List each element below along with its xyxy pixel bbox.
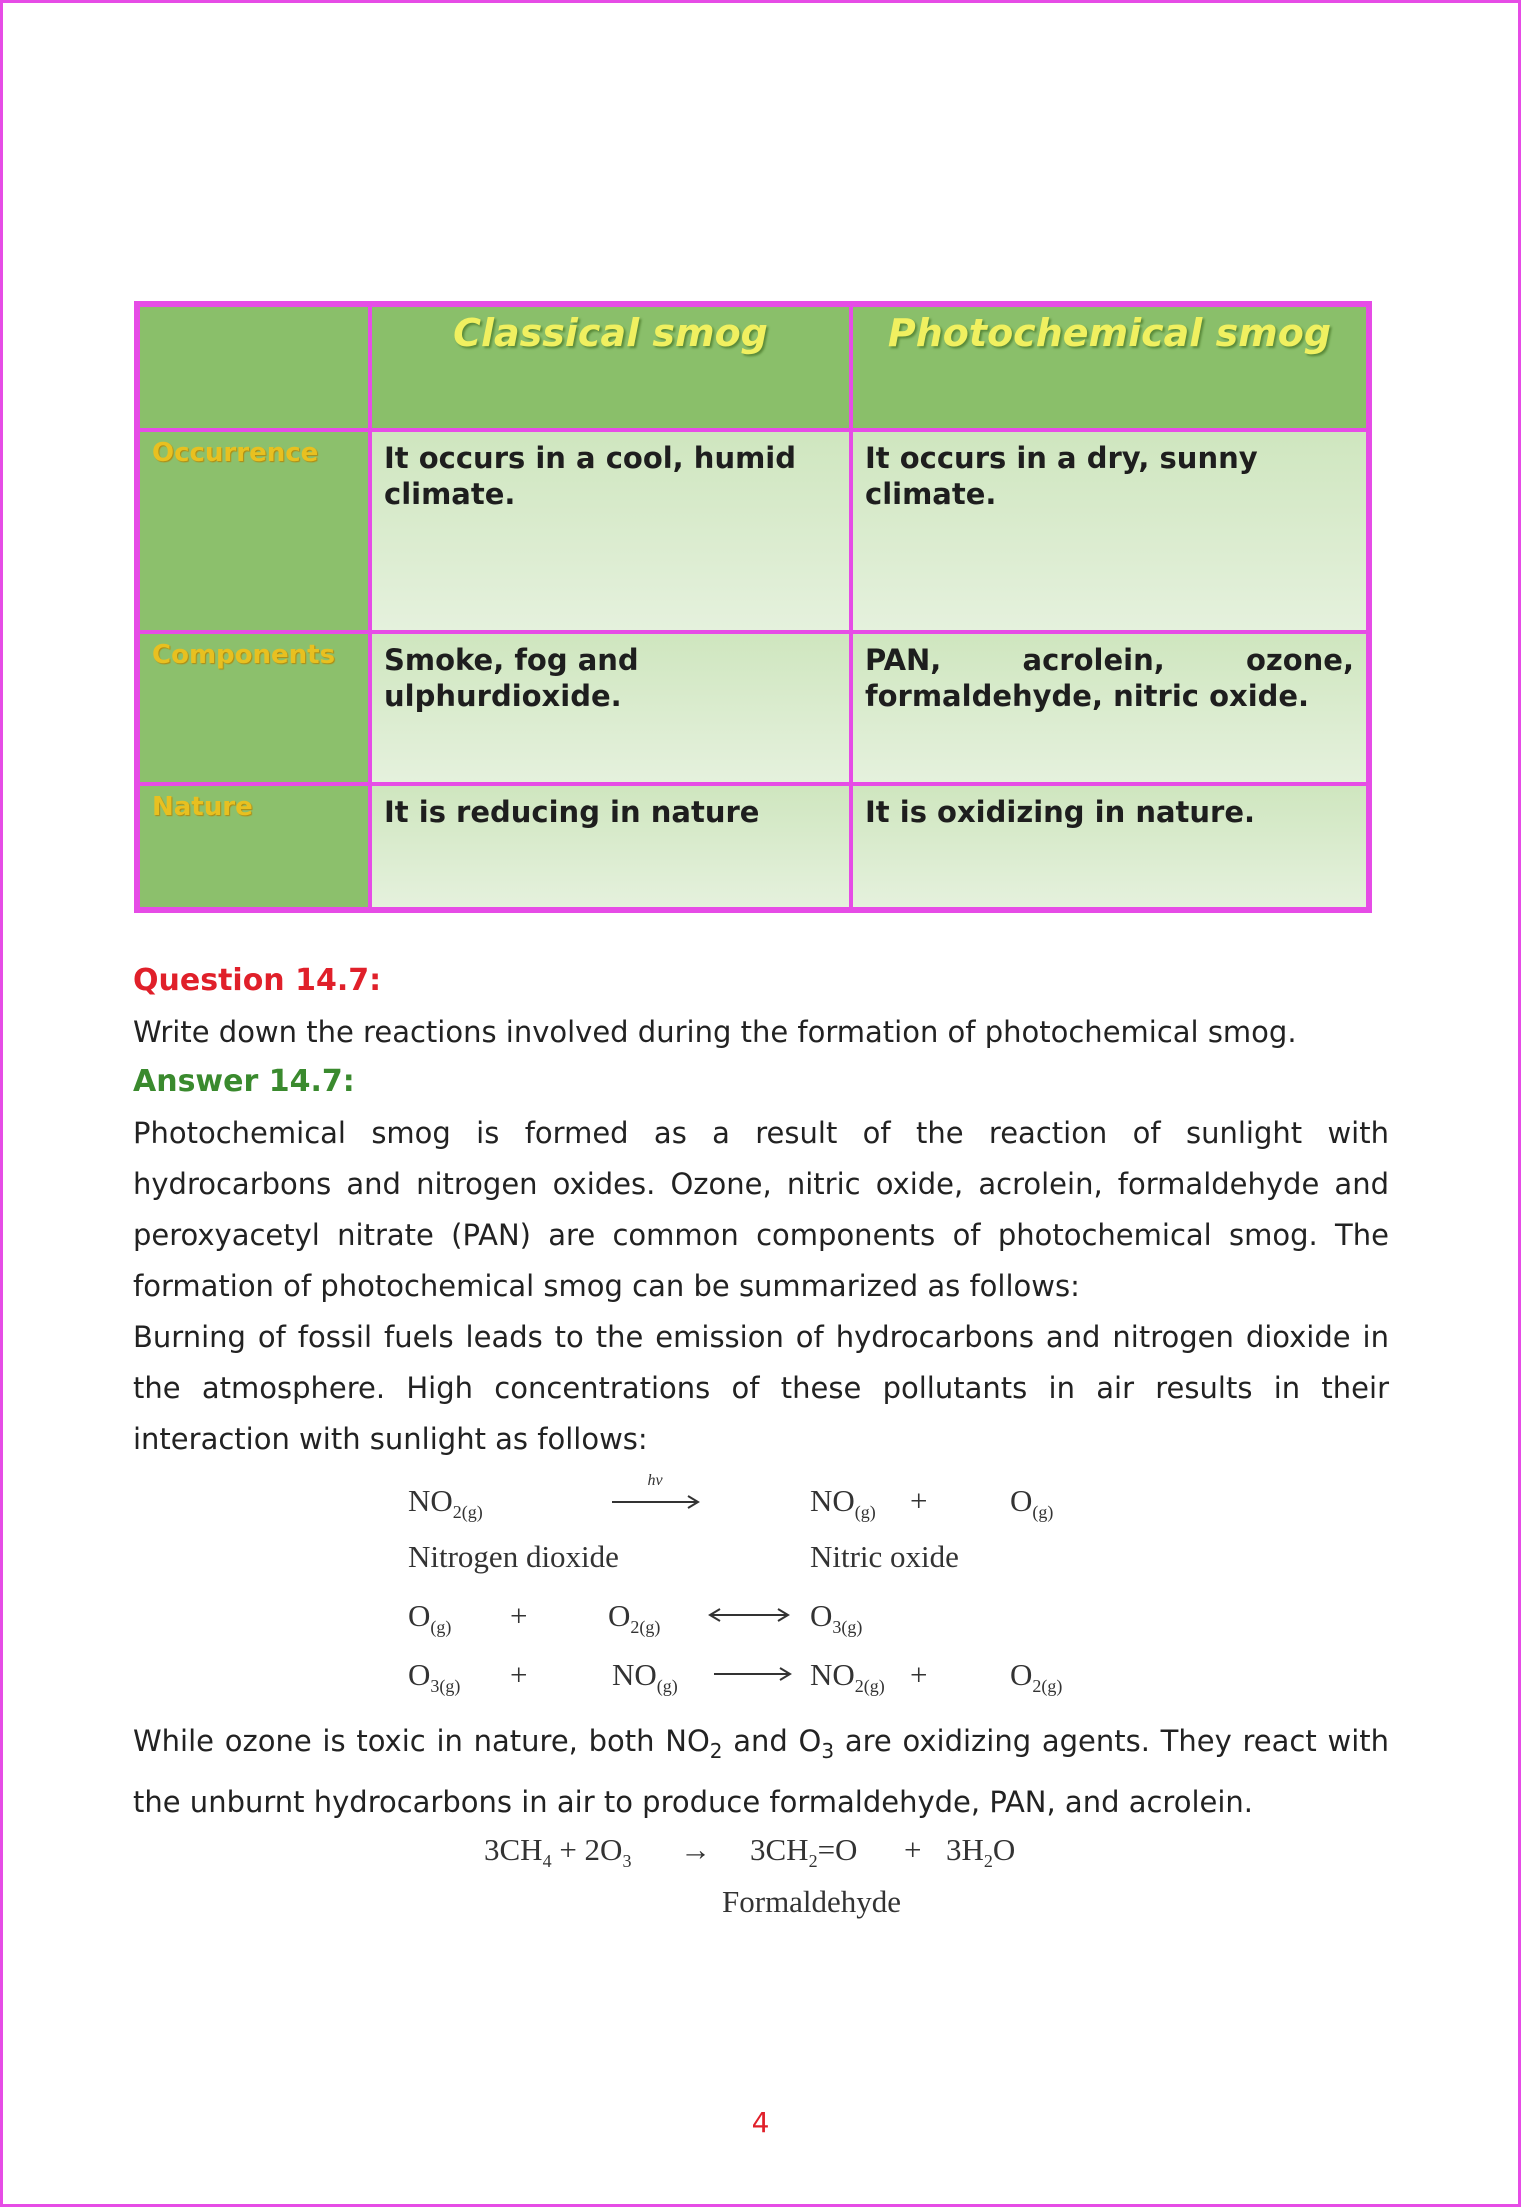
eq-r1-product-1: $NO_{(g)}$ <box>810 1483 876 1523</box>
eq-r2-product: $O_{3(g)}$ <box>810 1598 863 1638</box>
column-header-photochemical: Photochemical smog <box>851 305 1368 430</box>
column-header-classical: Classical smog <box>370 305 851 430</box>
cell-occurrence-photochemical: It occurs in a dry, sunny climate. <box>851 430 1368 632</box>
eq-r3-reactant-1: $O_{3(g)}$ <box>408 1657 461 1697</box>
label-formaldehyde: Formaldehyde <box>722 1884 902 1919</box>
cell-nature-photochemical: It is oxidizing in nature. <box>851 784 1368 909</box>
component-acrolein: acrolein, <box>1022 643 1165 677</box>
eq-r4-product-2: $3H_2O$ <box>946 1832 1016 1872</box>
eq-r3-arrow-icon <box>712 1664 794 1684</box>
label-nitric-oxide: Nitric oxide <box>810 1539 959 1574</box>
eq-r1-reactant: $NO_{2(g)}$ <box>408 1483 483 1523</box>
components-line-2: formaldehyde, nitric oxide. <box>865 679 1310 713</box>
answer-title: Answer 14.7: <box>133 1064 355 1099</box>
eq-r2-reactant-1: $O_{(g)}$ <box>408 1598 452 1638</box>
table-corner-cell <box>138 305 370 430</box>
eq-r4-arrow: → <box>680 1832 711 1867</box>
smog-comparison-table <box>134 301 1372 913</box>
eq-r4-reactants: $3CH_4 + 2O_3$ <box>484 1832 632 1872</box>
eq-r4-product-1: $3CH_2=O$ <box>750 1832 858 1872</box>
eq-r2-plus: + <box>510 1598 528 1633</box>
eq-r1-plus: + <box>910 1483 928 1518</box>
eq-r3-product-2: $O_{2(g)}$ <box>1010 1657 1063 1697</box>
eq-r3-product-1: $NO_{2(g)}$ <box>810 1657 885 1697</box>
eq-r4-plus: + <box>904 1832 922 1867</box>
eq-r1-arrow-icon <box>610 1492 702 1512</box>
eq-r3-plus-2: + <box>910 1657 928 1692</box>
eq-r1-product-2: $O_{(g)}$ <box>1010 1483 1054 1523</box>
answer-paragraph-1: Photochemical smog is formed as a result of the reaction of sunlight with hydrocarbons and nitrogen oxides. Ozone, nitric oxide, acrolein, formaldehyde and peroxyacetyl nitrate (PAN) are common components of photochemical smog. The formation of photochemical smog can be summarized as follows: <box>133 1116 1389 1303</box>
cell-components-photochemical <box>851 632 1368 784</box>
question-title: Question 14.7: <box>133 963 382 998</box>
cell-components-classical: Smoke, fog and ulphurdioxide. <box>370 632 851 784</box>
label-nitrogen-dioxide: Nitrogen dioxide <box>408 1539 619 1574</box>
eq-r1-hv-label: hν <box>647 1472 663 1489</box>
answer-paragraph-3: While ozone is toxic in nature, both $NO_2$ and $O_3$ are oxidizing agents. They react with the unburnt hydrocarbons in air to produce formaldehyde, PAN, and acrolein. <box>133 1724 1390 1819</box>
row-label-occurrence: Occurrence <box>138 430 370 632</box>
eq-r3-reactant-2: $NO_{(g)}$ <box>612 1657 678 1697</box>
eq-r3-plus-1: + <box>510 1657 528 1692</box>
component-pan: PAN, <box>865 643 942 677</box>
row-label-components: Components <box>138 632 370 784</box>
eq-r2-reactant-2: $O_{2(g)}$ <box>608 1598 661 1638</box>
answer-paragraph-2: Burning of fossil fuels leads to the emission of hydrocarbons and nitrogen dioxide in the atmosphere. High concentrations of these pollutants in air results in their interaction with sunlight as follows: <box>133 1320 1389 1456</box>
components-line-1 <box>865 642 1354 678</box>
row-label-nature: Nature <box>138 784 370 909</box>
cell-occurrence-classical: It occurs in a cool, humid climate. <box>370 430 851 632</box>
component-ozone: ozone, <box>1245 643 1354 677</box>
cell-nature-classical: It is reducing in nature <box>370 784 851 909</box>
page-number: 4 <box>751 2106 770 2139</box>
eq-r2-double-arrow-icon <box>708 1605 790 1625</box>
question-text: Write down the reactions involved during the formation of photochemical smog. <box>133 1015 1297 1049</box>
